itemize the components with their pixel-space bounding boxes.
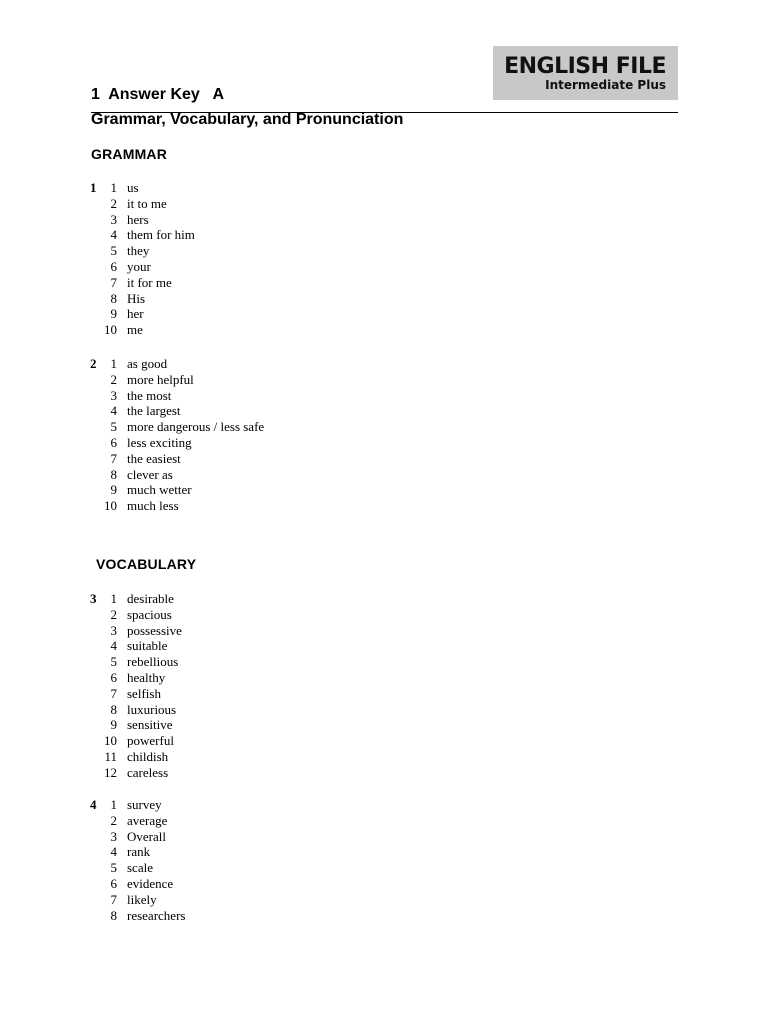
answer-item-number: 12 [104,764,117,780]
answer-item [90,451,390,467]
answer-item [90,212,390,228]
answer-item [90,482,390,498]
logo-title: ENGLISH FILE [504,54,666,79]
answer-item [90,498,390,514]
answer-item [90,372,390,388]
answer-item-text: as good [127,356,168,371]
answer-item-text: spacious [127,606,172,622]
exercise-1 [90,180,390,338]
section-title: Grammar, Vocabulary, and Pronunciation [91,111,404,128]
answer-item-number: 1 [110,180,117,195]
answer-item-number: 1 [110,356,117,371]
answer-item [90,419,390,435]
answer-item-text: less exciting [127,434,192,450]
answer-item [90,196,390,212]
answer-item-text: hers [127,211,149,227]
answer-item-text: much wetter [127,482,192,498]
answer-item-number: 1 [110,591,117,606]
answer-item [90,844,390,860]
answer-item [90,670,390,686]
answer-item-text: more helpful [127,371,194,387]
answer-item-text: the largest [127,403,181,419]
answer-item [90,243,390,259]
answer-item [90,654,390,670]
answer-item-number: 8 [110,907,117,923]
english-file-logo [493,46,678,100]
answer-item [90,291,390,307]
exercise-3 [90,591,390,781]
answer-item [90,306,390,322]
answer-item-number: 7 [110,274,117,290]
answer-item [90,227,390,243]
answer-item [90,892,390,908]
answer-item-number: 2 [110,371,117,387]
answer-item [90,717,390,733]
answer-item [90,860,390,876]
answer-item [90,607,390,623]
answer-item-text: His [127,290,146,306]
answer-item-text: they [127,243,150,259]
answer-list [90,797,390,923]
exercise-number: 3 [90,591,97,606]
answer-item-text: the easiest [127,450,181,466]
answer-item-number: 9 [110,717,117,733]
answer-item-number: 7 [110,891,117,907]
unit-title: 1 Answer Key A [91,86,225,103]
answer-item [90,876,390,892]
answer-item-text: likely [127,891,157,907]
answer-item-number: 11 [104,748,117,764]
answer-item-number: 4 [110,844,117,860]
answer-item-number: 2 [110,606,117,622]
answer-item-text: it to me [127,195,167,211]
answer-item [90,180,390,196]
answer-item-number: 7 [110,450,117,466]
answer-item-number: 2 [110,195,117,211]
answer-item-number: 7 [110,685,117,701]
answer-item-text: the most [127,387,172,403]
answer-item-text: childish [127,748,169,764]
answer-item [90,765,390,781]
answer-item-number: 10 [104,498,117,514]
answer-item-text: rank [127,844,151,860]
answer-item-number: 8 [110,701,117,717]
vocabulary-heading: VOCABULARY [96,556,197,572]
exercise-number: 2 [90,356,97,371]
answer-item-number: 6 [110,669,117,685]
answer-item-number: 10 [104,733,117,749]
answer-item-number: 4 [110,403,117,419]
answer-item-text: rebellious [127,654,179,670]
answer-item-text: her [127,306,144,322]
answer-item-number: 2 [110,812,117,828]
answer-item-text: luxurious [127,701,177,717]
answer-item-number: 3 [110,211,117,227]
answer-item [90,702,390,718]
answer-item-text: us [127,180,139,195]
answer-list [90,356,390,514]
answer-item-number: 9 [110,306,117,322]
answer-item-number: 3 [110,828,117,844]
answer-item-number: 5 [110,419,117,435]
answer-item-number: 6 [110,875,117,891]
answer-item-text: Overall [127,828,166,844]
answer-item-text: researchers [127,907,186,923]
answer-item [90,259,390,275]
answer-item [90,322,390,338]
answer-item-number: 5 [110,860,117,876]
answer-item-text: careless [127,764,169,780]
answer-item-text: selfish [127,685,161,701]
answer-item-text: possessive [127,622,182,638]
answer-item-number: 4 [110,638,117,654]
answer-list [90,180,390,338]
exercise-2 [90,356,390,514]
answer-item [90,733,390,749]
answer-item-number: 6 [110,434,117,450]
answer-item-number: 3 [110,622,117,638]
answer-item [90,467,390,483]
answer-item-number: 8 [110,466,117,482]
answer-item [90,435,390,451]
answer-item-text: powerful [127,733,174,749]
answer-item [90,813,390,829]
answer-list [90,591,390,781]
answer-item-number: 4 [110,227,117,243]
answer-item-text: more dangerous / less safe [127,419,265,435]
answer-item-text: them for him [127,227,195,243]
answer-item-number: 5 [110,654,117,670]
logo-subtitle: Intermediate Plus [545,78,666,92]
answer-item [90,403,390,419]
answer-item-text: your [127,258,151,274]
answer-item-number: 1 [110,797,117,812]
answer-item [90,623,390,639]
answer-item-text: clever as [127,466,173,482]
answer-item-number: 9 [110,482,117,498]
answer-item-text: healthy [127,669,166,685]
answer-item-text: survey [127,797,162,812]
answer-item [90,686,390,702]
answer-item [90,591,390,607]
answer-item-text: it for me [127,274,172,290]
answer-item-text: me [127,322,143,338]
answer-item-number: 6 [110,258,117,274]
answer-item-text: desirable [127,591,174,606]
answer-item [90,797,390,813]
answer-item-number: 10 [104,322,117,338]
answer-item [90,829,390,845]
answer-item [90,275,390,291]
answer-item [90,908,390,924]
grammar-heading: GRAMMAR [91,146,168,162]
answer-item-text: sensitive [127,717,173,733]
exercise-4 [90,797,390,923]
answer-item-text: evidence [127,875,174,891]
exercise-number: 4 [90,797,97,812]
answer-item-text: much less [127,498,179,514]
answer-item-text: suitable [127,638,168,654]
answer-item [90,388,390,404]
answer-item-text: average [127,812,168,828]
exercise-number: 1 [90,180,97,195]
answer-item [90,638,390,654]
answer-item-text: scale [127,860,153,876]
answer-item-number: 8 [110,290,117,306]
answer-item-number: 5 [110,243,117,259]
answer-item-number: 3 [110,387,117,403]
answer-item [90,749,390,765]
answer-item [90,356,390,372]
